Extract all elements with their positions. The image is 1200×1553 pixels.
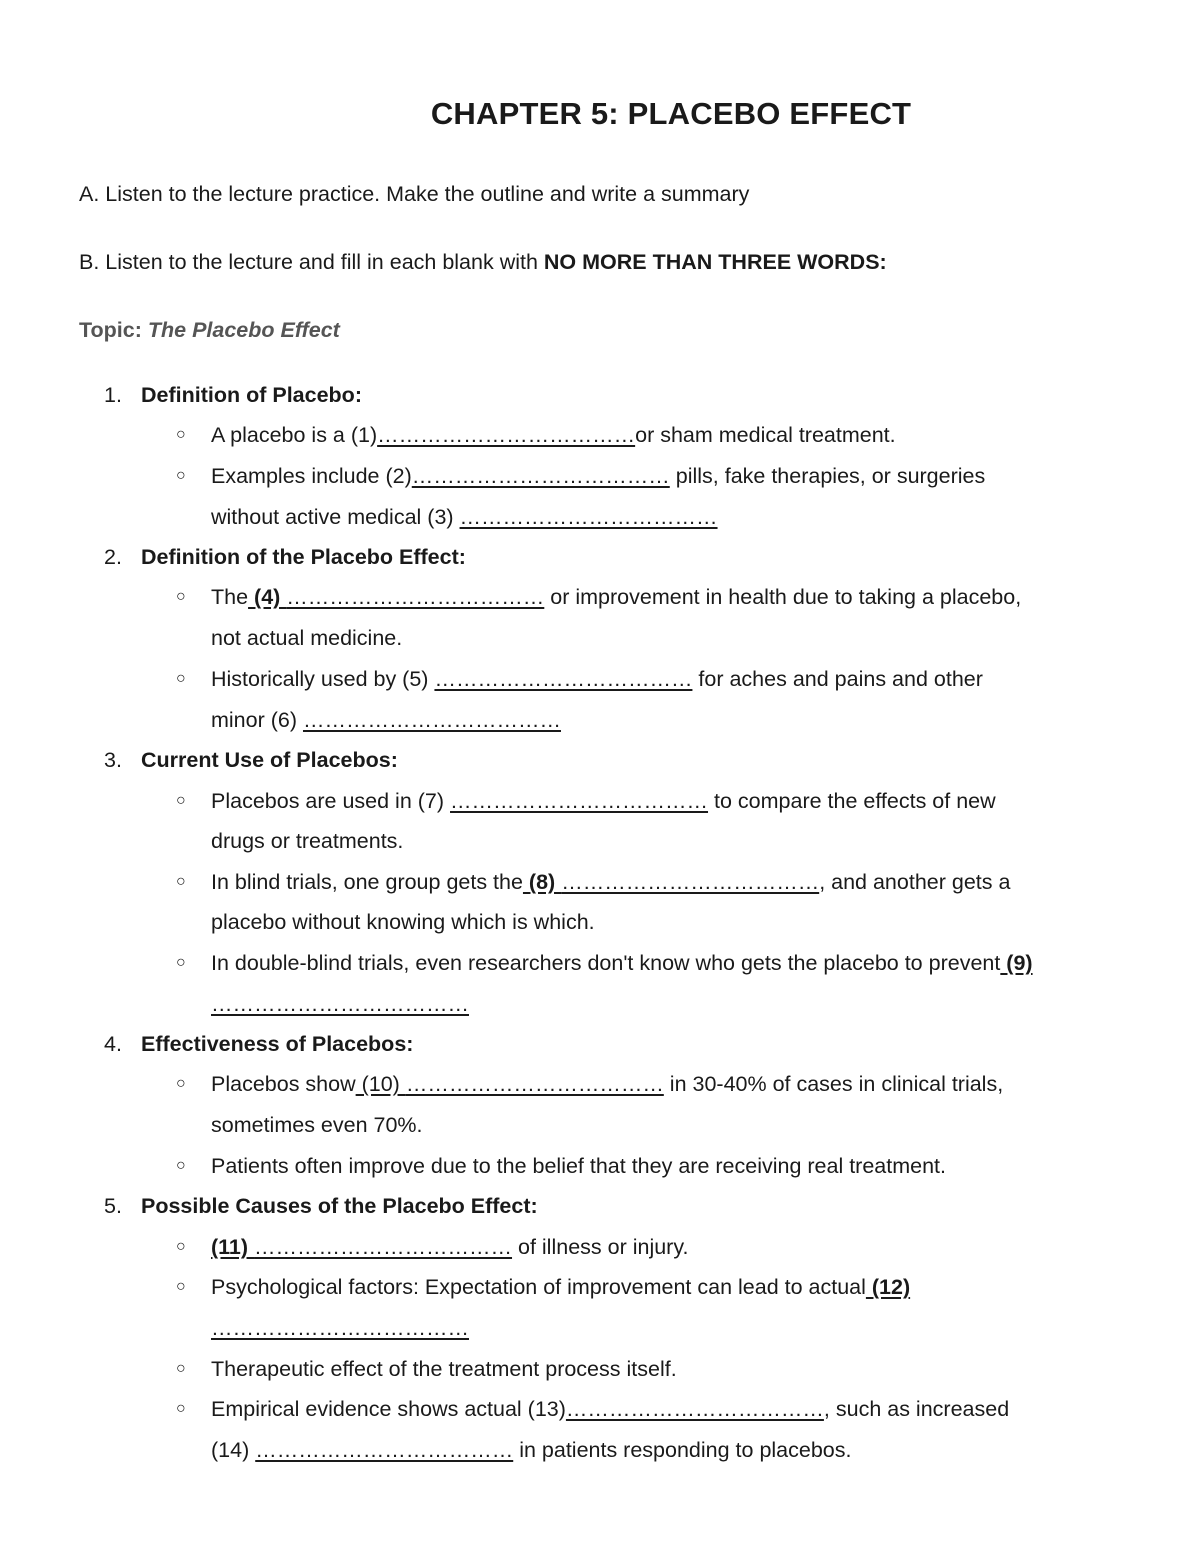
blank-dots: ……………………………… [561, 870, 820, 894]
item-text: pills, fake therapies, or surgeries [669, 464, 986, 488]
bullet-icon: ○ [176, 588, 186, 605]
topic-line [79, 316, 340, 344]
blank-11[interactable] [211, 1235, 512, 1259]
bullet-icon: ○ [176, 873, 186, 890]
item-text: for aches and pains and other [692, 667, 983, 691]
item-text: In blind trials, one group gets the [211, 870, 523, 894]
outline-item-continued: placebo without knowing which is which. [211, 910, 595, 934]
outline-item [211, 583, 1021, 611]
outline-item-continued [211, 990, 469, 1018]
blank-dots: ……………………………… [405, 1072, 664, 1096]
item-text: In double-blind trials, even researchers don't know who gets the placebo to prevent [211, 951, 1001, 975]
outline-item [211, 868, 1010, 896]
item-text: Psychological factors: Expectation of improvement can lead to actual [211, 1275, 866, 1299]
blank-number: (12) [865, 1275, 911, 1299]
outline-item [211, 665, 983, 693]
outline-item-continued [211, 1436, 851, 1464]
blank-13[interactable]: ……………………………… [565, 1397, 824, 1421]
outline-item [211, 421, 896, 449]
bullet-icon: ○ [176, 1278, 186, 1295]
outline-item [211, 1395, 1009, 1423]
item-text: Examples include (2) [211, 464, 412, 488]
section-number: 2. [104, 545, 122, 569]
item-text: , such as increased [823, 1397, 1010, 1421]
bullet-icon: ○ [176, 1157, 186, 1174]
blank-12[interactable]: ……………………………… [211, 1316, 469, 1340]
outline-item [211, 1070, 1003, 1098]
blank-number: (4) [248, 585, 287, 609]
blank-number: (10) [355, 1072, 406, 1096]
item-text: Placebos are used in (7) [211, 789, 451, 813]
section-heading: Effectiveness of Placebos: [141, 1032, 414, 1056]
bullet-icon: ○ [176, 954, 186, 971]
item-text: of illness or injury. [512, 1235, 689, 1259]
instruction-a: A. Listen to the lecture practice. Make the outline and write a summary [79, 182, 750, 206]
item-text: , and another gets a [819, 870, 1011, 894]
blank-number: (8) [522, 870, 562, 894]
item-text: Placebos show [211, 1072, 356, 1096]
item-text: in 30-40% of cases in clinical trials, [663, 1072, 1004, 1096]
item-text: or improvement in health due to taking a placebo, [544, 585, 1022, 609]
item-text: or sham medical treatment. [635, 423, 896, 447]
section-number: 1. [104, 383, 122, 407]
section-heading: Possible Causes of the Placebo Effect: [141, 1194, 538, 1218]
section-heading: Definition of Placebo: [141, 383, 362, 407]
section-number: 4. [104, 1032, 122, 1056]
blank-8[interactable] [523, 870, 819, 894]
outline-item-continued: sometimes even 70%. [211, 1113, 423, 1137]
section-number: 3. [104, 748, 122, 772]
blank-10[interactable] [356, 1072, 664, 1096]
blank-number: (11) [211, 1235, 255, 1259]
outline-item-continued [211, 503, 718, 531]
outline-item-continued: not actual medicine. [211, 626, 403, 650]
section-number: 5. [104, 1194, 122, 1218]
blank-6[interactable]: ……………………………… [302, 708, 561, 732]
bullet-icon: ○ [176, 670, 186, 687]
bullet-icon: ○ [176, 1360, 186, 1377]
blank-7[interactable]: ……………………………… [450, 789, 709, 813]
bullet-icon: ○ [176, 1400, 186, 1417]
outline-item-continued: drugs or treatments. [211, 829, 404, 853]
item-text: A placebo is a (1) [211, 423, 378, 447]
item-text: Historically used by (5) [211, 667, 435, 691]
item-text: without active medical (3) [211, 505, 460, 529]
blank-5[interactable]: ……………………………… [434, 667, 693, 691]
item-text: (14) [211, 1438, 256, 1462]
page-title: CHAPTER 5: PLACEBO EFFECT [430, 96, 912, 131]
outline-item [211, 1233, 688, 1261]
outline-item [211, 787, 996, 815]
blank-2[interactable]: ……………………………… [411, 464, 670, 488]
blank-14[interactable]: ……………………………… [255, 1438, 514, 1462]
item-text: The [211, 585, 249, 609]
outline-item [211, 949, 1033, 977]
blank-3[interactable]: ……………………………… [459, 505, 718, 529]
outline-item [211, 1273, 910, 1301]
blank-number: (9) [1000, 951, 1033, 975]
blank-1[interactable]: ……………………………… [377, 423, 636, 447]
bullet-icon: ○ [176, 467, 186, 484]
outline-item: Therapeutic effect of the treatment process itself. [211, 1357, 677, 1381]
outline-item-continued [211, 706, 561, 734]
item-text: Empirical evidence shows actual (13) [211, 1397, 566, 1421]
blank-dots: ……………………………… [286, 585, 545, 609]
instruction-b-text: B. Listen to the lecture and fill in each blank with [79, 250, 544, 274]
bullet-icon: ○ [176, 426, 186, 443]
topic-label: Topic: [79, 318, 148, 342]
instruction-b [79, 248, 887, 276]
section-heading: Current Use of Placebos: [141, 748, 398, 772]
section-heading: Definition of the Placebo Effect: [141, 545, 466, 569]
bullet-icon: ○ [176, 1075, 186, 1092]
outline-item: Patients often improve due to the belief that they are receiving real treatment. [211, 1154, 946, 1178]
outline-item-continued [211, 1314, 469, 1342]
item-text: minor (6) [211, 708, 303, 732]
blank-4[interactable] [248, 585, 544, 609]
outline-item [211, 462, 985, 490]
blank-9[interactable]: ……………………………… [211, 992, 469, 1016]
item-text: to compare the effects of new [708, 789, 996, 813]
bullet-icon: ○ [176, 1238, 186, 1255]
topic-value: The Placebo Effect [147, 318, 340, 342]
blank-dots: ……………………………… [254, 1235, 513, 1259]
item-text: in patients responding to placebos. [513, 1438, 852, 1462]
bullet-icon: ○ [176, 792, 186, 809]
instruction-b-emphasis: NO MORE THAN THREE WORDS: [543, 250, 887, 274]
